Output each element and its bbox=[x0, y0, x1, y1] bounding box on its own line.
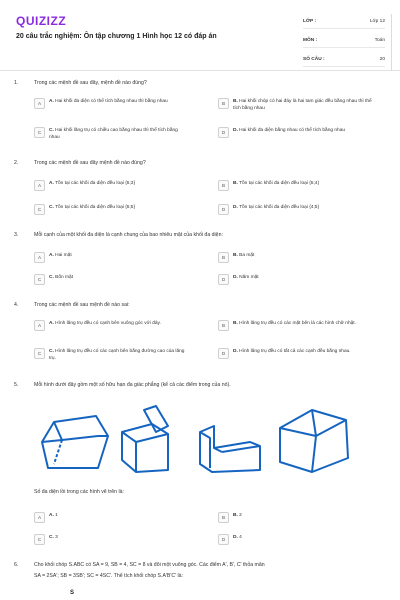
question-text: Mỗi hình dưới đây gồm một số hữu hạn đa giác phẳng (kể cả các điểm trong của nó). bbox=[34, 382, 231, 388]
question-number: 4. bbox=[14, 302, 19, 308]
option-prefix: B. bbox=[233, 513, 238, 518]
option-text: Hai khối đa diện bằng nhau có thể tích bằng nhau bbox=[239, 128, 346, 133]
option-badge: D bbox=[218, 348, 229, 359]
option-d[interactable] bbox=[218, 274, 373, 285]
option-prefix: C. bbox=[49, 349, 54, 354]
option-a[interactable] bbox=[34, 512, 189, 523]
option-prefix: A. bbox=[49, 253, 54, 258]
question-number: 1. bbox=[14, 80, 19, 86]
option-prefix: C. bbox=[49, 275, 54, 280]
option-prefix: D. bbox=[233, 275, 238, 280]
option-text: Hình lăng trụ đều có tất cả các cạnh đều bằng nhau. bbox=[239, 349, 351, 354]
option-text: Hai khối đa diện có thể tích bằng nhau thì bằng nhau bbox=[55, 99, 168, 104]
option-badge: D bbox=[218, 204, 229, 215]
option-text: 3 bbox=[55, 535, 58, 540]
option-text: Tồn tại các khối đa diện đều loại {4;5} bbox=[239, 205, 320, 210]
option-text: Tồn tại các khối đa diện đều loại {5;5} bbox=[55, 205, 136, 210]
option-prefix: D. bbox=[233, 128, 238, 133]
option-a[interactable] bbox=[34, 98, 189, 109]
question-text: Mỗi cạnh của một khối đa diện là cạnh chung của bao nhiêu mặt của khối đa diện: bbox=[34, 232, 223, 238]
option-text: Năm mặt bbox=[239, 275, 259, 280]
question-number: 6. bbox=[14, 562, 19, 568]
option-text: Bốn mặt bbox=[55, 275, 74, 280]
polyhedron-figure-2 bbox=[122, 406, 168, 472]
polyhedron-figure-3 bbox=[200, 426, 260, 472]
meta-value: Toán bbox=[374, 37, 385, 43]
question-subtext: SA = 2SA'; SB = 3SB'; SC = 4SC'. Thể tích khối chóp S.A'B'C' là: bbox=[34, 573, 184, 579]
option-text: 4 bbox=[239, 535, 242, 540]
option-text: Hình lăng trụ đều có các cạnh bên bằng đường cao của lăng trụ. bbox=[49, 349, 185, 361]
option-badge: A bbox=[34, 320, 45, 331]
option-badge: A bbox=[34, 98, 45, 109]
option-c[interactable] bbox=[34, 534, 189, 545]
option-prefix: D. bbox=[233, 205, 238, 210]
meta-value: Lớp 12 bbox=[369, 18, 385, 24]
option-d[interactable] bbox=[218, 204, 373, 215]
option-badge: B bbox=[218, 320, 229, 331]
meta-label: LỚP : bbox=[303, 18, 317, 24]
option-prefix: C. bbox=[49, 205, 54, 210]
option-badge: D bbox=[218, 534, 229, 545]
option-prefix: A. bbox=[49, 181, 54, 186]
option-badge: B bbox=[218, 180, 229, 191]
question-text: Cho khối chóp S.ABC có SA = 9, SB = 4, SC = 8 và đôi một vuông góc. Các điểm A', B', C' thỏa mãn bbox=[34, 562, 265, 568]
option-text: Hai khối lăng trụ có chiều cao bằng nhau thì thể tích bằng nhau bbox=[49, 128, 178, 140]
option-prefix: B. bbox=[233, 99, 238, 104]
option-prefix: B. bbox=[233, 181, 238, 186]
option-prefix: D. bbox=[233, 349, 238, 354]
question-text: Trong các mệnh đề sau mệnh đề nào sai: bbox=[34, 302, 130, 308]
option-badge: B bbox=[218, 512, 229, 523]
meta-row-class bbox=[303, 14, 385, 29]
option-prefix: B. bbox=[233, 321, 238, 326]
meta-value: 20 bbox=[379, 56, 385, 62]
option-badge: B bbox=[218, 98, 229, 109]
option-badge: B bbox=[218, 252, 229, 263]
option-a[interactable] bbox=[34, 320, 189, 331]
question-number: 3. bbox=[14, 232, 19, 238]
option-b[interactable] bbox=[218, 320, 373, 331]
option-text: 2 bbox=[239, 513, 242, 518]
option-badge: C bbox=[34, 127, 45, 138]
option-badge: C bbox=[34, 348, 45, 359]
meta-panel bbox=[303, 14, 392, 71]
header bbox=[0, 0, 400, 71]
page-title: 20 câu trắc nghiệm: Ôn tập chương 1 Hình học 12 có đáp án bbox=[16, 33, 217, 40]
option-badge: A bbox=[34, 180, 45, 191]
option-d[interactable] bbox=[218, 127, 373, 138]
option-badge: A bbox=[34, 512, 45, 523]
option-badge: D bbox=[218, 274, 229, 285]
option-d[interactable] bbox=[218, 348, 373, 359]
meta-label: MÔN : bbox=[303, 37, 318, 43]
option-text: Hai mặt bbox=[55, 253, 72, 258]
option-text: 1 bbox=[55, 513, 58, 518]
quizizz-logo: QUIZIZZ bbox=[16, 14, 67, 28]
option-prefix: C. bbox=[49, 128, 54, 133]
option-badge: D bbox=[218, 127, 229, 138]
meta-row-count bbox=[303, 52, 385, 67]
option-badge: C bbox=[34, 534, 45, 545]
polyhedron-figure-1 bbox=[42, 416, 108, 468]
option-badge: A bbox=[34, 252, 45, 263]
question-text: Trong các mệnh đề sau đây mệnh đề nào đúng? bbox=[34, 160, 146, 166]
option-text: Hình lăng trụ đều có các mặt bên là các hình chữ nhật. bbox=[239, 321, 356, 326]
option-b[interactable] bbox=[218, 252, 373, 263]
question-text: Trong các mệnh đề sau đây, mệnh đề nào đúng? bbox=[34, 80, 147, 86]
option-b[interactable] bbox=[218, 512, 373, 523]
option-c[interactable] bbox=[34, 204, 189, 215]
option-b[interactable] bbox=[218, 180, 373, 191]
option-text: Ba mặt bbox=[239, 253, 255, 258]
option-c[interactable] bbox=[34, 127, 189, 141]
option-badge: C bbox=[34, 274, 45, 285]
option-prefix: A. bbox=[49, 513, 54, 518]
option-a[interactable] bbox=[34, 180, 189, 191]
option-text: Tồn tại các khối đa diện đều loại {5;4} bbox=[239, 181, 320, 186]
option-prefix: A. bbox=[49, 321, 54, 326]
option-c[interactable] bbox=[34, 274, 189, 285]
option-prefix: B. bbox=[233, 253, 238, 258]
question-subtext: Số đa diện lồi trong các hình vẽ trên là: bbox=[34, 489, 124, 495]
option-text: Hình lăng trụ đều có cạnh bên vuông góc với đáy. bbox=[55, 321, 161, 326]
option-prefix: D. bbox=[233, 535, 238, 540]
option-prefix: A. bbox=[49, 99, 54, 104]
option-text: Tồn tại các khối đa diện đều loại {5;3} bbox=[55, 181, 136, 186]
option-c[interactable] bbox=[34, 348, 189, 362]
option-a[interactable] bbox=[34, 252, 189, 263]
meta-row-subject bbox=[303, 33, 385, 48]
option-prefix: C. bbox=[49, 535, 54, 540]
polyhedra-figures bbox=[40, 402, 360, 474]
option-d[interactable] bbox=[218, 534, 373, 545]
meta-label: SỐ CÂU : bbox=[303, 56, 325, 62]
figure-label-s: S bbox=[70, 590, 75, 596]
question-number: 2. bbox=[14, 160, 19, 166]
question-number: 5. bbox=[14, 382, 19, 388]
option-b[interactable] bbox=[218, 98, 373, 112]
polyhedron-figure-4 bbox=[280, 410, 348, 472]
option-badge: C bbox=[34, 204, 45, 215]
option-text: Hai khối chóp có hai đáy là hai tam giác đều bằng nhau thì thể tích bằng nhau bbox=[233, 99, 372, 111]
